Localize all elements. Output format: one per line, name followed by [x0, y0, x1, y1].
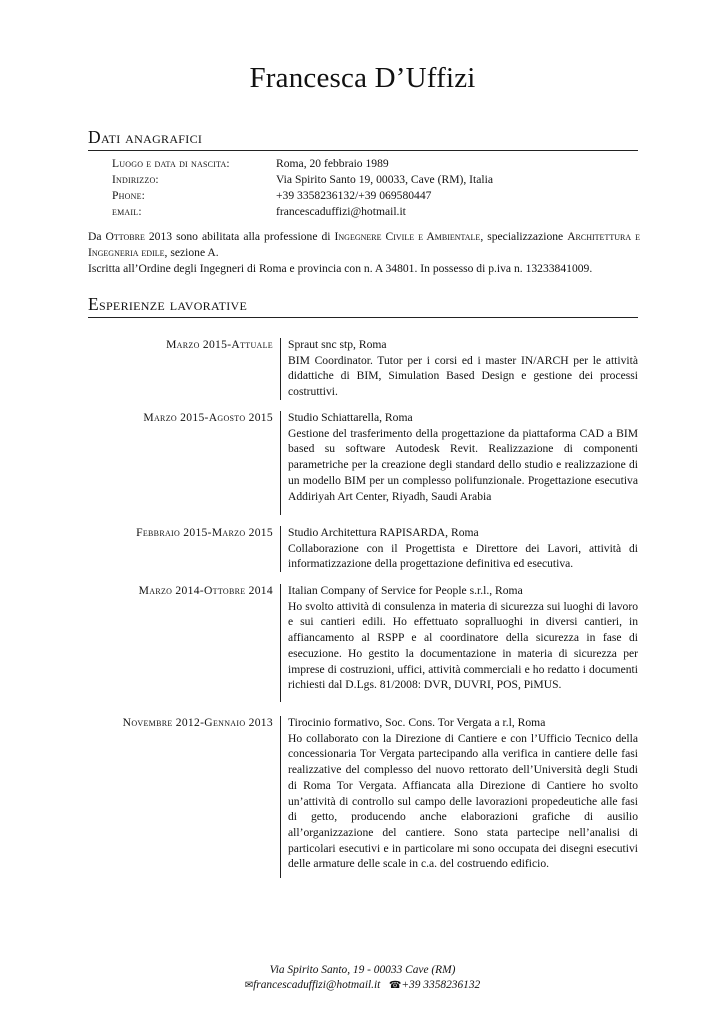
- info-row-birth: [112, 156, 493, 172]
- qualification-paragraph: [88, 229, 640, 277]
- section-title-anagrafici: Dati anagrafici: [88, 127, 638, 151]
- footer-address: Via Spirito Santo, 19 - 00033 Cave (RM): [269, 964, 456, 976]
- experience-description: Ho collaborato con la Direzione di Cantiere e con l’Ufficio Tecnico della concessionaria Tor Vergata partecipando alla verifica in cantiere delle fasi realizzative del complesso del nuovo rettorato dell’Università degli Studi di Roma Tor Vergata. Affiancata alla Direzione di Cantiere ho svolto un’attività di controllo sul campo delle lavorazioni propedeutiche alle fasi di getto, producendo anche elaborazioni grafiche di ausilio all’organizzazione del cantiere. Sono stata partecipe nell’analisi di particolari esecutivi e in particolare mi sono occupata dei disegni esecutivi delle armature delle scale in c.a. del costruendo edificio.: [288, 731, 638, 871]
- page-title: Francesca D’Uffizi: [249, 62, 476, 94]
- experience-company: Studio Architettura RAPISARDA, Roma: [288, 526, 479, 539]
- experience-company: Italian Company of Service for People s.r.l., Roma: [288, 584, 523, 597]
- footer-email[interactable]: francescaduffizi@hotmail.it: [253, 979, 381, 991]
- experience-body: [288, 337, 638, 400]
- divider: [280, 411, 281, 515]
- experience-body: [288, 525, 638, 572]
- divider: [280, 584, 281, 702]
- experience-body: [288, 715, 638, 872]
- experience-description: Ho svolto attività di consulenza in materia di sicurezza sui luoghi di lavoro e sui cantieri edili. Ho effettuato sopralluoghi in diversi cantieri, in affiancamento al RSPP e al coordinatore della sicurezza in fase di esecuzione. Ho gestito la documentazione in materia di sicurezza per imprese di costruzioni, uffici, attività commerciali e ho redatto i documenti richiesti dal D.Lgs. 81/2008: DVR, DUVRI, POS, PiMUS.: [288, 599, 638, 692]
- experience-body: [288, 410, 638, 504]
- experience-body: [288, 583, 638, 693]
- registration-text: Iscritta all’Ordine degli Ingegneri di Roma e provincia con n. A 34801. In possesso di p.iva n. 13233841009.: [88, 262, 593, 275]
- qualification-text: Da Ottobre 2013 sono abilitata alla professione di Ingegnere Civile e Ambientale, specializzazione Architettura e Ingegneria edile, sezione A.: [88, 230, 641, 259]
- experience-description: Collaborazione con il Progettista e Direttore dei Lavori, attività di informatizzazione della progettazione definitiva ed esecutiva.: [288, 541, 638, 571]
- experience-description: BIM Coordinator. Tutor per i corsi ed i master IN/ARCH per le attività didattiche di BIM, Simulation Based Design e gestione dei processi costruttivi.: [288, 353, 638, 399]
- experience-date: Febbraio 2015-Marzo 2015: [136, 526, 273, 539]
- info-value: +39 3358236132/+39 069580447: [276, 189, 432, 202]
- info-label: Luogo e data di nascita:: [112, 157, 230, 170]
- experience-company: Studio Schiattarella, Roma: [288, 411, 413, 424]
- phone-icon: ☎: [388, 980, 402, 991]
- experience-description: Gestione del trasferimento della progettazione da piattaforma CAD a BIM based su software Autodesk Revit. Realizzazione di componenti parametriche per la creazione degli standard dello studio e realizzazione di un modello BIM per un complesso polifunzionale. Progettazione esecutiva Addiriyah Art Center, Riyadh, Saudi Arabia: [288, 426, 638, 503]
- info-row-email: [112, 204, 493, 220]
- divider: [280, 526, 281, 572]
- footer-phone: +39 3358236132: [401, 979, 481, 991]
- info-value-email[interactable]: francescaduffizi@hotmail.it: [276, 205, 406, 218]
- experience-date: Marzo 2015-Attuale: [166, 338, 273, 351]
- experience-date: Marzo 2014-Ottobre 2014: [138, 584, 273, 597]
- experience-date: Marzo 2015-Agosto 2015: [143, 411, 273, 424]
- info-label: email:: [112, 205, 142, 218]
- section-title-esperienze: Esperienze lavorative: [88, 294, 638, 318]
- page-footer: [0, 963, 725, 993]
- info-value: Via Spirito Santo 19, 00033, Cave (RM), Italia: [276, 173, 493, 186]
- experience-company: Tirocinio formativo, Soc. Cons. Tor Vergata a r.l, Roma: [288, 716, 546, 729]
- divider: [280, 338, 281, 400]
- divider: [280, 716, 281, 878]
- envelope-icon: ✉: [244, 980, 254, 991]
- experience-date: Novembre 2012-Gennaio 2013: [122, 716, 273, 729]
- experience-company: Spraut snc stp, Roma: [288, 338, 387, 351]
- info-label: Indirizzo:: [112, 173, 159, 186]
- info-label: Phone:: [112, 189, 146, 202]
- info-row-address: [112, 172, 493, 188]
- personal-info: [112, 156, 493, 220]
- info-row-phone: [112, 188, 493, 204]
- footer-contacts: [0, 978, 725, 993]
- info-value: Roma, 20 febbraio 1989: [276, 157, 389, 170]
